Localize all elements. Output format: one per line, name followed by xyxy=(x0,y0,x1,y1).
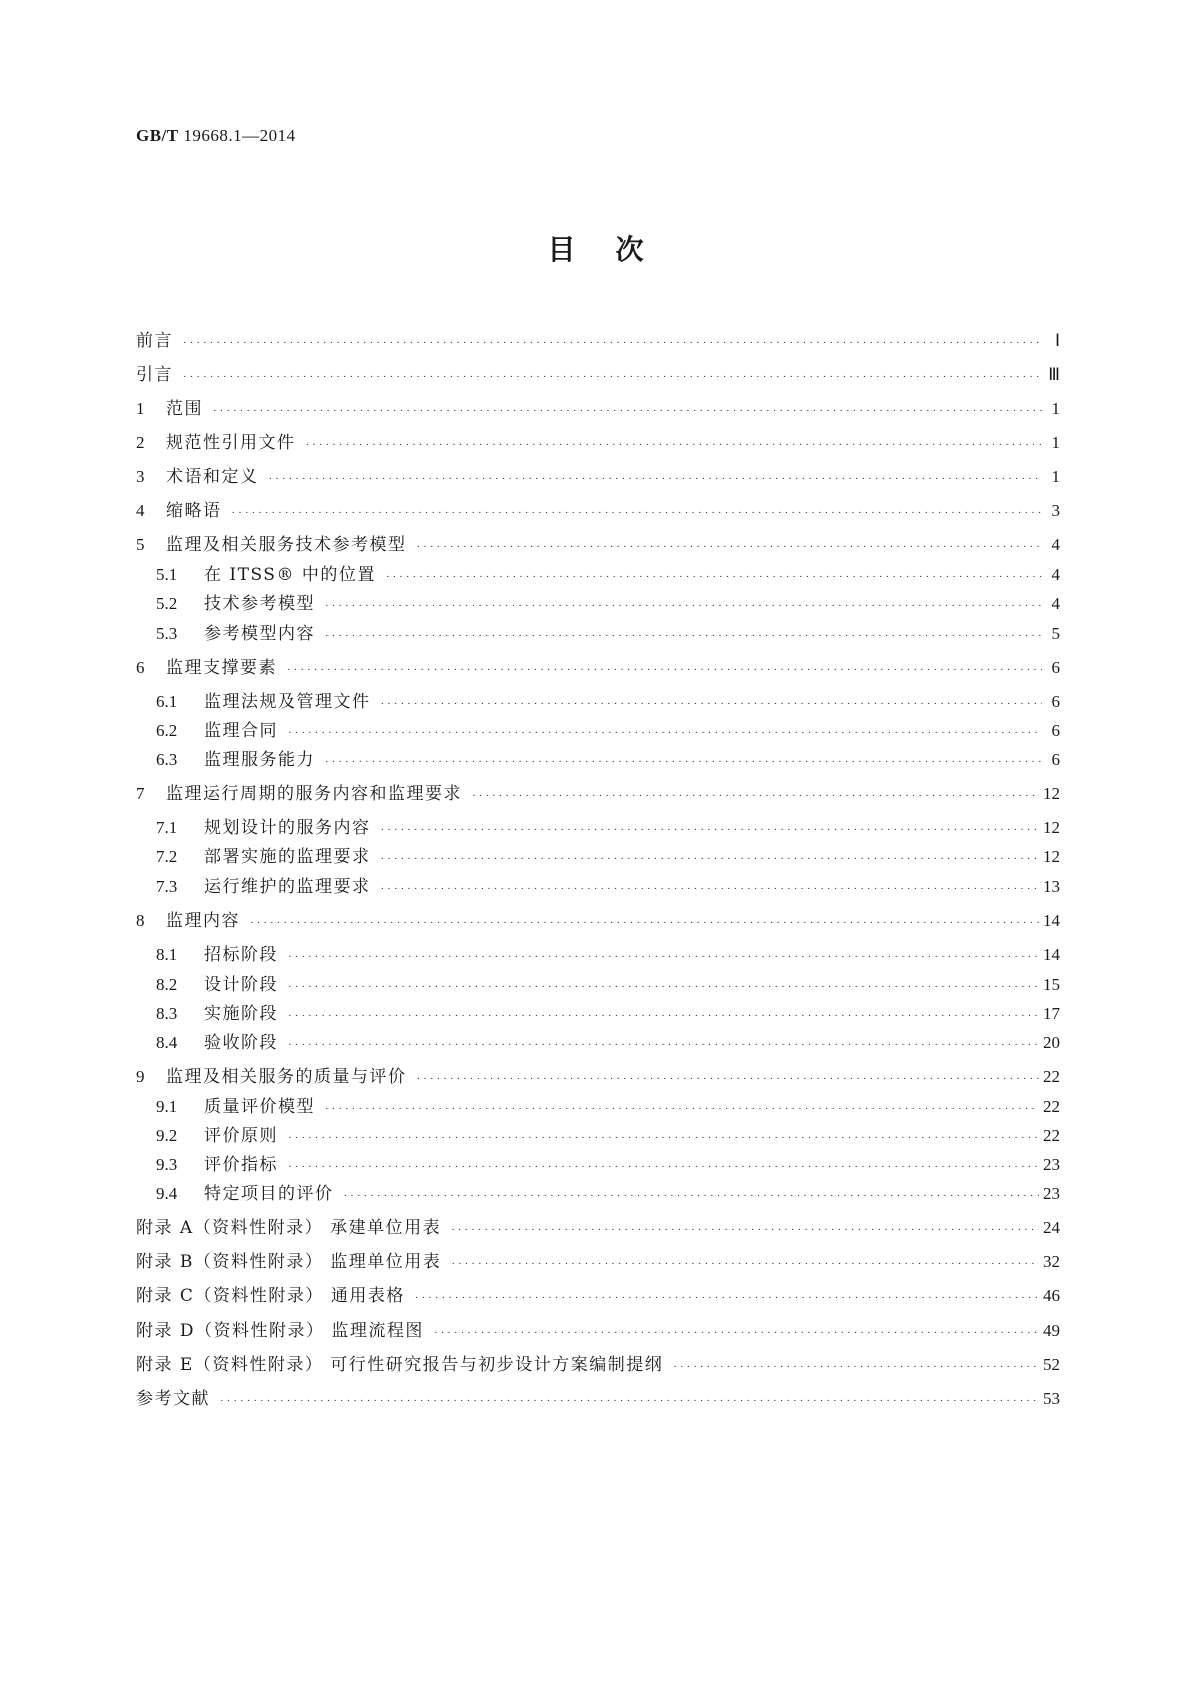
dot-leader xyxy=(183,372,1042,383)
toc-entry-label: 前言 xyxy=(136,331,173,351)
toc-entry[interactable] xyxy=(156,716,1060,740)
toc-entry[interactable] xyxy=(156,1092,1060,1116)
dot-leader xyxy=(288,1162,1039,1173)
dot-leader xyxy=(288,1011,1039,1022)
dot-leader xyxy=(381,825,1040,836)
toc-entry-number: 8 xyxy=(136,911,145,930)
toc-entry[interactable] xyxy=(136,462,1060,486)
dot-leader xyxy=(288,728,1042,739)
toc-entry[interactable] xyxy=(136,1062,1060,1086)
dot-leader xyxy=(386,572,1042,583)
toc-entry-number: 8.4 xyxy=(156,1033,178,1052)
toc-entry-label: 设计阶段 xyxy=(204,975,278,995)
dot-leader xyxy=(415,1293,1039,1304)
toc-entry-page: 46 xyxy=(1043,1286,1060,1305)
toc-entry-number: 9.4 xyxy=(156,1184,178,1203)
dot-leader xyxy=(451,1225,1039,1236)
toc-entry-label: 引言 xyxy=(136,365,173,385)
toc-entry-page: 22 xyxy=(1043,1097,1060,1116)
toc-entry-page: 1 xyxy=(1051,433,1060,452)
toc-entry-number: 7.3 xyxy=(156,877,178,896)
toc-entry-page: 14 xyxy=(1043,911,1060,930)
dot-leader xyxy=(232,508,1043,519)
toc-entry-label: 监理法规及管理文件 xyxy=(204,692,371,712)
toc-entry[interactable] xyxy=(156,1150,1060,1174)
toc-entry-page: 5 xyxy=(1051,624,1060,643)
dot-leader xyxy=(220,1396,1039,1407)
toc-entry[interactable] xyxy=(136,1350,1060,1374)
toc-entry-label: 监理及相关服务技术参考模型 xyxy=(166,535,407,555)
toc-entry-page: 22 xyxy=(1043,1067,1060,1086)
toc-entry[interactable] xyxy=(156,619,1060,643)
toc-entry-number: 8.3 xyxy=(156,1004,178,1023)
toc-entry-label: 招标阶段 xyxy=(204,945,278,965)
dot-leader xyxy=(287,665,1042,676)
dot-leader xyxy=(417,542,1043,553)
toc-entry[interactable] xyxy=(156,813,1060,837)
toc-entry[interactable] xyxy=(136,1213,1060,1237)
toc-entry[interactable] xyxy=(136,530,1060,554)
toc-entry-label: 附录 D（资料性附录） 监理流程图 xyxy=(136,1321,424,1341)
toc-entry-number: 2 xyxy=(136,433,145,452)
dot-leader xyxy=(288,982,1039,993)
toc-entry-number: 5.2 xyxy=(156,594,178,613)
dot-leader xyxy=(288,952,1039,963)
toc-entry-label: 监理服务能力 xyxy=(204,750,315,770)
toc-entry-number: 6.3 xyxy=(156,750,178,769)
toc-entry[interactable] xyxy=(136,360,1060,384)
toc-entry-number: 9.2 xyxy=(156,1126,178,1145)
dot-leader xyxy=(673,1362,1039,1373)
toc-entry[interactable] xyxy=(136,496,1060,520)
toc-entry-label: 评价原则 xyxy=(204,1126,278,1146)
toc-entry-number: 1 xyxy=(136,399,145,418)
toc-entry-number: 9 xyxy=(136,1067,145,1086)
dot-leader xyxy=(213,406,1042,417)
toc-entry-label: 附录 A（资料性附录） 承建单位用表 xyxy=(136,1218,442,1238)
toc-entry[interactable] xyxy=(156,745,1060,769)
toc-entry[interactable] xyxy=(136,1247,1060,1271)
toc-entry-number: 7.1 xyxy=(156,818,178,837)
toc-entry[interactable] xyxy=(156,687,1060,711)
toc-entry[interactable] xyxy=(136,906,1060,930)
toc-entry[interactable] xyxy=(156,589,1060,613)
dot-leader xyxy=(451,1259,1039,1270)
toc-entry[interactable] xyxy=(136,394,1060,418)
toc-entry-label: 范围 xyxy=(166,399,203,419)
toc-entry-label: 在 ITSS® 中的位置 xyxy=(204,565,376,585)
toc-entry-label: 监理及相关服务的质量与评价 xyxy=(166,1067,407,1087)
toc-entry-label: 验收阶段 xyxy=(204,1033,278,1053)
toc-entry-page: 6 xyxy=(1051,658,1060,677)
dot-leader xyxy=(381,699,1043,710)
toc-entry-page: 1 xyxy=(1051,399,1060,418)
toc-entry[interactable] xyxy=(136,1281,1060,1305)
toc-entry-label: 部署实施的监理要求 xyxy=(204,847,371,867)
standard-code-prefix: GB/T xyxy=(136,126,179,145)
toc-entry[interactable] xyxy=(156,1121,1060,1145)
toc-entry-label: 参考模型内容 xyxy=(204,624,315,644)
toc-entry-number: 6.1 xyxy=(156,692,178,711)
toc-entry-page: 6 xyxy=(1051,750,1060,769)
toc-entry-page: 20 xyxy=(1043,1033,1060,1052)
toc-entry-label: 运行维护的监理要求 xyxy=(204,877,371,897)
toc-entry-label: 评价指标 xyxy=(204,1155,278,1175)
toc-entry[interactable] xyxy=(136,1316,1060,1340)
toc-entry-page: 24 xyxy=(1043,1218,1060,1237)
dot-leader xyxy=(325,601,1042,612)
toc-entry[interactable] xyxy=(136,1384,1060,1408)
toc-entry-number: 8.1 xyxy=(156,945,178,964)
toc-entry-number: 4 xyxy=(136,501,145,520)
toc-entry-page: 6 xyxy=(1051,692,1060,711)
toc-entry-page: 12 xyxy=(1043,818,1060,837)
toc-entry-page: 3 xyxy=(1051,501,1060,520)
toc-entry-number: 5 xyxy=(136,535,145,554)
toc-entry-label: 技术参考模型 xyxy=(204,594,315,614)
toc-entry-page: 4 xyxy=(1051,535,1060,554)
dot-leader xyxy=(288,1133,1039,1144)
toc-entry-page: Ⅰ xyxy=(1054,331,1060,350)
toc-entry-number: 9.3 xyxy=(156,1155,178,1174)
toc-entry-number: 5.3 xyxy=(156,624,178,643)
toc-entry[interactable] xyxy=(136,428,1060,452)
toc-entry-number: 7.2 xyxy=(156,847,178,866)
toc-entry-label: 监理内容 xyxy=(166,911,240,931)
toc-entry-page: 23 xyxy=(1043,1184,1060,1203)
toc-entry-page: 53 xyxy=(1043,1389,1060,1408)
dot-leader xyxy=(306,440,1043,451)
dot-leader xyxy=(325,1104,1039,1115)
toc-entry-number: 8.2 xyxy=(156,975,178,994)
toc-entry-page: 4 xyxy=(1051,565,1060,584)
toc-entry-page: 1 xyxy=(1051,467,1060,486)
toc-entry-number: 6.2 xyxy=(156,721,178,740)
standard-code-number: 19668.1—2014 xyxy=(178,126,296,145)
toc-entry[interactable] xyxy=(156,1179,1060,1203)
toc-entry-label: 附录 C（资料性附录） 通用表格 xyxy=(136,1286,405,1306)
toc-entry-page: 49 xyxy=(1043,1321,1060,1340)
dot-leader xyxy=(250,918,1039,929)
toc-entry-page: 52 xyxy=(1043,1355,1060,1374)
toc-entry[interactable] xyxy=(156,560,1060,584)
toc-entry-label: 参考文献 xyxy=(136,1389,210,1409)
page-title: 目次 xyxy=(547,233,684,266)
toc-entry-label: 缩略语 xyxy=(166,501,222,521)
dot-leader xyxy=(344,1191,1040,1202)
toc-entry[interactable] xyxy=(156,1028,1060,1052)
dot-leader xyxy=(269,474,1043,485)
toc-entry-page: 4 xyxy=(1051,594,1060,613)
toc-entry-label: 质量评价模型 xyxy=(204,1097,315,1117)
toc-entry-page: 32 xyxy=(1043,1252,1060,1271)
dot-leader xyxy=(381,854,1040,865)
dot-leader xyxy=(472,791,1039,802)
toc-entry-number: 7 xyxy=(136,784,145,803)
toc-entry[interactable] xyxy=(136,326,1060,350)
dot-leader xyxy=(288,1040,1039,1051)
toc-entry-label: 附录 E（资料性附录） 可行性研究报告与初步设计方案编制提纲 xyxy=(136,1355,664,1375)
toc-entry-page: 23 xyxy=(1043,1155,1060,1174)
toc-entry-page: 13 xyxy=(1043,877,1060,896)
toc-entry-page: 12 xyxy=(1043,847,1060,866)
toc-entry[interactable] xyxy=(156,842,1060,866)
standard-code xyxy=(136,126,296,146)
toc-entry-label: 规划设计的服务内容 xyxy=(204,818,371,838)
toc-entry-page: 17 xyxy=(1043,1004,1060,1023)
toc-entry-number: 9.1 xyxy=(156,1097,178,1116)
dot-leader xyxy=(325,757,1042,768)
toc-entry-page: 15 xyxy=(1043,975,1060,994)
toc-entry-label: 监理合同 xyxy=(204,721,278,741)
toc-entry-number: 6 xyxy=(136,658,145,677)
toc-entry-label: 术语和定义 xyxy=(166,467,259,487)
dot-leader xyxy=(417,1074,1040,1085)
toc-entry[interactable] xyxy=(136,779,1060,803)
toc-entry-page: 22 xyxy=(1043,1126,1060,1145)
toc-entry[interactable] xyxy=(156,970,1060,994)
toc-entry-label: 实施阶段 xyxy=(204,1004,278,1024)
dot-leader xyxy=(183,338,1042,349)
toc-entry-label: 附录 B（资料性附录） 监理单位用表 xyxy=(136,1252,442,1272)
toc-entry[interactable] xyxy=(136,653,1060,677)
toc-entry-page: 14 xyxy=(1043,945,1060,964)
toc-entry-label: 监理运行周期的服务内容和监理要求 xyxy=(166,784,462,804)
toc-entry[interactable] xyxy=(156,999,1060,1023)
toc-entry-page: 12 xyxy=(1043,784,1060,803)
dot-leader xyxy=(434,1328,1039,1339)
toc-entry[interactable] xyxy=(156,940,1060,964)
toc-entry-page: Ⅲ xyxy=(1048,365,1060,384)
dot-leader xyxy=(381,884,1040,895)
toc-entry[interactable] xyxy=(156,872,1060,896)
toc-entry-number: 5.1 xyxy=(156,565,178,584)
dot-leader xyxy=(325,631,1042,642)
toc-entry-number: 3 xyxy=(136,467,145,486)
toc-entry-label: 监理支撑要素 xyxy=(166,658,277,678)
toc-entry-label: 特定项目的评价 xyxy=(204,1184,334,1204)
toc-entry-label: 规范性引用文件 xyxy=(166,433,296,453)
toc-entry-page: 6 xyxy=(1051,721,1060,740)
